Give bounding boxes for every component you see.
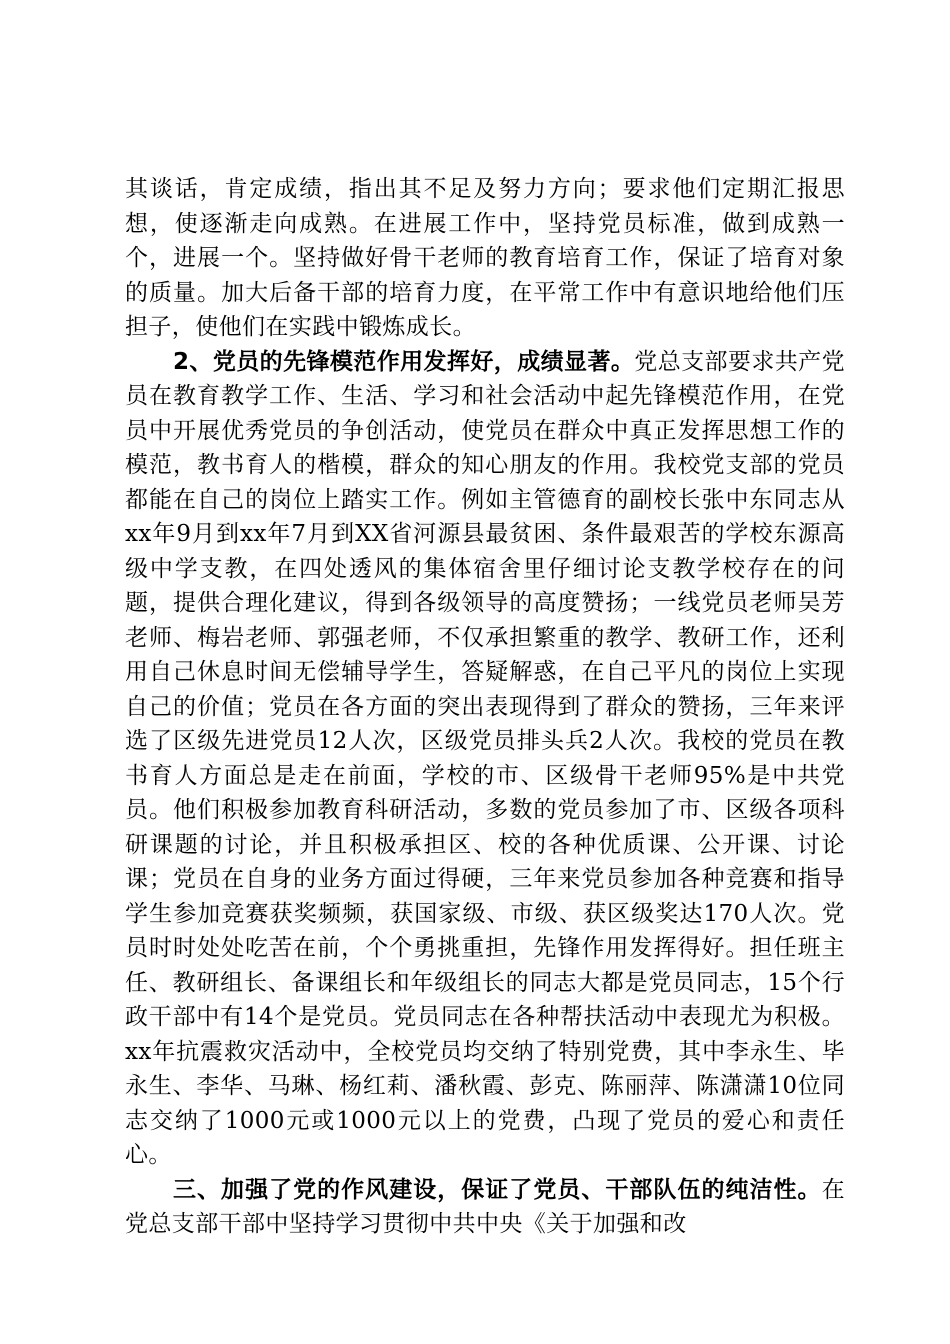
- paragraph-2: [125, 345, 845, 1173]
- paragraph-2-text: 党总支部要求共产党员在教育教学工作、生活、学习和社会活动中起先锋模范作用，在党员中开展优秀党员的争创活动，使党员在群众中真正发挥思想工作的模范，教书育人的楷模，群众的知心朋友的作用。我校党支部的党员都能在自己的岗位上踏实工作。例如主管德育的副校长张中东同志从xx年9月到xx年7月到XX省河源县最贫困、条件最艰苦的学校东源高级中学支教，在四处透风的集体宿舍里仔细讨论支教学校存在的问题，提供合理化建议，得到各级领导的高度赞扬；一线党员老师吴芳老师、梅岩老师、郭强老师，不仅承担繁重的教学、教研工作，还利用自己休息时间无偿辅导学生，答疑解惑，在自己平凡的岗位上实现自己的价值；党员在各方面的突出表现得到了群众的赞扬，三年来评选了区级先进党员12人次，区级党员排头兵2人次。我校的党员在教书育人方面总是走在前面，学校的市、区级骨干老师95%是中共党员。他们积极参加教育科研活动，多数的党员参加了市、区级各项科研课题的讨论，并且积极承担区、校的各种优质课、公开课、讨论课；党员在自身的业务方面过得硬，三年来党员参加各种竞赛和指导学生参加竞赛获奖频频，获国家级、市级、获区级奖达170人次。党员时时处处吃苦在前，个个勇挑重担，先锋作用发挥得好。担任班主任、教研组长、备课组长和年级组长的同志大都是党员同志，15个行政干部中有14个是党员。党员同志在各种帮扶活动中表现尤为积极。xx年抗震救灾活动中，全校党员均交纳了特别党费，其中李永生、毕永生、李华、马琳、杨红莉、潘秋霞、彭克、陈丽萍、陈潇潇10位同志交纳了1000元或1000元以上的党费，凸现了党员的爱心和责任心。: [125, 348, 845, 1168]
- section-heading-3: 三、加强了党的作风建设，保证了党员、干部队伍的纯洁性。: [173, 1176, 822, 1203]
- document-body: [125, 172, 845, 1242]
- section-heading-2: 2、党员的先锋模范作用发挥好，成绩显著。: [173, 348, 635, 375]
- paragraph-1: [125, 172, 845, 345]
- paragraph-3: [125, 1173, 845, 1242]
- paragraph-3-text: 在党总支部干部中坚持学习贯彻中共中央《关于加强和改: [125, 1176, 845, 1237]
- paragraph-1-text: 其谈话，肯定成绩，指出其不足及努力方向；要求他们定期汇报思想，使逐渐走向成熟。在进展工作中，坚持党员标准，做到成熟一个，进展一个。坚持做好骨干老师的教育培育工作，保证了培育对象的质量。加大后备干部的培育力度，在平常工作中有意识地给他们压担子，使他们在实践中锻炼成长。: [125, 176, 845, 340]
